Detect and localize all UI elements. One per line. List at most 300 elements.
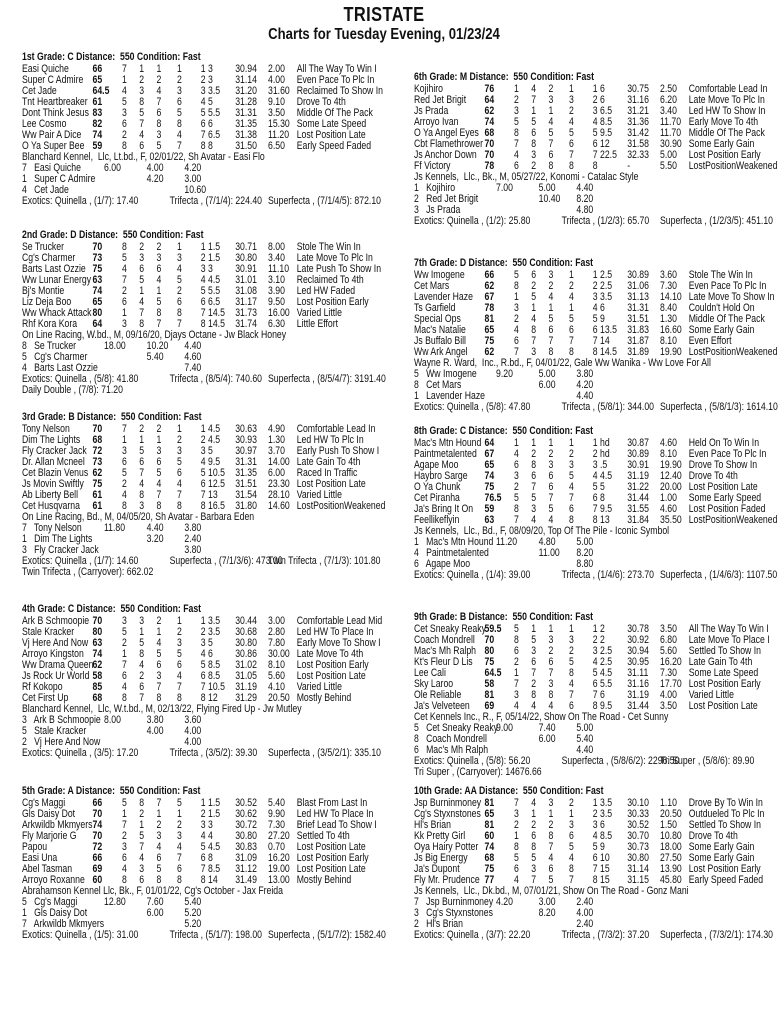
entry-cell: 30.80 xyxy=(235,830,257,842)
entry-cell: 31.51 xyxy=(627,313,649,325)
entry-cell: 3 xyxy=(122,107,127,119)
entry-cell: 75 xyxy=(484,863,495,875)
entry-cell: 7 xyxy=(568,149,574,161)
entry-cell: Oya Hairy Potter xyxy=(414,841,479,853)
entry-cell: 9.90 xyxy=(268,808,285,820)
entry-cell: 81 xyxy=(484,797,495,809)
entry-cell: 3 xyxy=(139,615,145,627)
entry-cell: 5 xyxy=(514,116,519,128)
entry-cell: 5 xyxy=(531,634,537,646)
entry-cell: 1 hd xyxy=(592,437,610,449)
entry-cell: 70 xyxy=(92,423,103,435)
exotics-row xyxy=(22,373,386,385)
entry-cell: 1 xyxy=(531,302,537,314)
entry-cell: 3 6.5 xyxy=(592,105,613,117)
entry-cell: 31.51 xyxy=(235,478,257,490)
exotic-payout: Trifecta , (7/3/2): 37.20 xyxy=(561,929,650,941)
entry-cell: Easi Una xyxy=(22,852,58,864)
entry-cell: 5.60 xyxy=(268,670,285,682)
entry-cell: 4 xyxy=(156,478,162,490)
entry-cell: 7 14 xyxy=(592,335,610,347)
entry-cell: 1 xyxy=(514,830,519,842)
entry-cell: 14.00 xyxy=(268,456,290,468)
entry-cell: 2 xyxy=(548,83,554,95)
entry-cell: 3 xyxy=(531,645,537,657)
entry-cell: Some Early Gain xyxy=(688,324,755,336)
payout-cell: 11.20 xyxy=(496,536,518,548)
entry-cell: 30.94 xyxy=(627,645,649,657)
entry-cell: 63 xyxy=(484,514,495,526)
entry-cell: 30.93 xyxy=(235,434,257,446)
entry-cell: 5.50 xyxy=(660,160,677,172)
entry-cell: 1.30 xyxy=(660,313,677,325)
entry-cell: 1 xyxy=(531,437,537,449)
entry-cell: 5 xyxy=(139,637,145,649)
entry-cell: 1 xyxy=(139,819,145,831)
entry-cell: 4 xyxy=(122,263,127,275)
entry-cell: 30.52 xyxy=(627,819,649,831)
entry-cell: 5 10.5 xyxy=(200,467,225,479)
entry-cell: 6 xyxy=(176,296,182,308)
entry-cell: 62 xyxy=(484,280,495,292)
entry-cell: 7 8.5 xyxy=(200,863,221,875)
entry-cell: 31.19 xyxy=(235,681,257,693)
payout-cell: 4.40 xyxy=(576,744,594,756)
entry-cell: Blast From Last In xyxy=(296,797,368,809)
entry-cell: 1 xyxy=(176,241,182,253)
entry-cell: 5 xyxy=(176,107,182,119)
entry-cell: Lost Position Early xyxy=(688,678,761,690)
entry-cell: 74 xyxy=(92,648,103,660)
entry-cell: 30.91 xyxy=(235,263,257,275)
entry-cell: 3.70 xyxy=(268,445,285,457)
entry-cell: Ww Imogene xyxy=(414,269,465,281)
entry-cell: 70 xyxy=(92,830,103,842)
entry-cell: Special Ops xyxy=(414,313,461,325)
payout-cell: 7.60 xyxy=(146,896,164,908)
entry-cell: Late Push To Show In xyxy=(296,263,382,275)
entry-cell: 5 xyxy=(176,456,182,468)
payout-cell: 9.00 xyxy=(496,722,513,734)
entry-cell: 3 xyxy=(514,689,519,701)
entry-cell: Lost Position Late xyxy=(296,863,366,875)
entry-cell: 3 xyxy=(568,94,574,106)
entry-cell: 4 xyxy=(548,852,554,864)
payout-cell: 4.40 xyxy=(576,182,594,194)
entry-cell: 2 xyxy=(568,448,574,460)
entry-cell: 6 xyxy=(514,459,519,471)
exotic-payout: Exotics: Quinella , (3/7): 22.20 xyxy=(414,929,531,941)
entry-cell: 7 xyxy=(531,481,537,493)
entry-cell: 31.49 xyxy=(235,874,257,886)
entry-cell: 2 hd xyxy=(592,448,610,460)
entry-cell: 7 13 xyxy=(200,489,218,501)
entry-cell: Arroyo Ivan xyxy=(414,116,459,128)
entry-cell: Some Early Speed xyxy=(688,492,762,504)
entry-cell: LostPositionWeakened xyxy=(296,500,386,512)
entry-cell: 8 14 xyxy=(200,874,218,886)
entry-cell: 3 3 xyxy=(200,263,213,275)
entry-cell: 3.50 xyxy=(268,107,285,119)
entry-cell: Reclaimed To 4th xyxy=(296,274,364,286)
entry-cell: 3 xyxy=(531,149,537,161)
entry-cell: 5 9 xyxy=(592,313,605,325)
entry-cell: Middle Of The Pack xyxy=(688,127,765,139)
entry-cell: Js Prada xyxy=(414,105,449,117)
entry-cell: 6 xyxy=(156,659,162,671)
entry-cell: 2 xyxy=(122,830,127,842)
entry-cell: 3 xyxy=(156,252,162,264)
entry-cell: 69 xyxy=(92,863,103,875)
entry-cell: 1 3.5 xyxy=(200,615,221,627)
entry-cell: 4 8.5 xyxy=(592,116,613,128)
entry-cell: 3 xyxy=(548,634,554,646)
entry-cell: Lost Position Early xyxy=(296,852,369,864)
entry-cell: 5 xyxy=(156,296,162,308)
entry-cell: 1 xyxy=(548,623,554,635)
entry-cell: 1 1.5 xyxy=(200,797,221,809)
payout-cell: 18.00 xyxy=(104,340,126,352)
payout-cell: 7.00 xyxy=(496,182,513,194)
entry-cell: 6 xyxy=(514,335,519,347)
entry-cell: 7 xyxy=(568,335,574,347)
entry-cell: 5 xyxy=(122,96,127,108)
entry-cell: 5 xyxy=(568,470,574,482)
entry-cell: 72 xyxy=(92,841,103,853)
entry-cell: 6 xyxy=(139,140,145,152)
entry-cell: 30.33 xyxy=(627,808,649,820)
entry-cell: 8.10 xyxy=(660,335,677,347)
winner-info: Blanchard Kennel, Llc, Lt.bd., F, 02/01/22, Sh Avatar - Easi Flo xyxy=(22,151,265,163)
entry-cell: 6 xyxy=(156,456,162,468)
entry-cell: 1 xyxy=(139,626,145,638)
entry-cell: 3 xyxy=(139,252,145,264)
entry-cell: 6 12 xyxy=(592,138,610,150)
entry-cell: 5 4.5 xyxy=(592,667,613,679)
entry-cell: 4 xyxy=(568,678,574,690)
entry-cell: 27.50 xyxy=(660,852,682,864)
entry-cell: 8 15 xyxy=(592,874,610,886)
entry-cell: Kojihiro xyxy=(414,83,443,95)
entry-cell: 6 xyxy=(548,470,554,482)
entry-cell: 4 xyxy=(156,637,162,649)
entry-cell: 4 xyxy=(548,700,554,712)
entry-cell: 8 xyxy=(531,689,537,701)
entry-cell: 4 xyxy=(122,863,127,875)
entry-cell: 59 xyxy=(92,140,103,152)
entry-cell: 2.80 xyxy=(268,626,285,638)
entry-cell: 8 xyxy=(568,863,574,875)
entry-cell: 7 xyxy=(156,489,162,501)
entry-cell: 70 xyxy=(484,149,495,161)
entry-cell: 5 xyxy=(568,313,574,325)
entry-cell: 3 xyxy=(176,830,182,842)
entry-cell: 2 xyxy=(156,241,162,253)
entry-cell: 1 xyxy=(568,437,574,449)
entry-cell: 82 xyxy=(92,118,103,130)
entry-cell: 17.70 xyxy=(660,678,682,690)
entry-cell: 1 xyxy=(139,63,145,75)
entry-cell: 80 xyxy=(484,645,495,657)
entry-cell: 4 xyxy=(514,149,519,161)
entry-cell: 31.19 xyxy=(627,689,649,701)
entry-cell: Stale Kracker xyxy=(22,626,75,638)
entry-cell: 7 xyxy=(514,678,519,690)
entry-cell: 5 5 xyxy=(592,481,605,493)
entry-cell: 65 xyxy=(92,296,103,308)
entry-cell: 3 xyxy=(156,670,162,682)
entry-cell: 4 xyxy=(156,841,162,853)
entry-cell: 2 6 xyxy=(592,94,605,106)
entry-cell: 5 xyxy=(139,107,145,119)
entry-cell: 2 xyxy=(156,74,162,86)
payout-cell: 4.20 xyxy=(146,173,164,185)
entry-cell: 68 xyxy=(92,692,103,704)
entry-cell: 14.10 xyxy=(660,291,682,303)
entry-cell: 31.54 xyxy=(235,489,257,501)
entry-cell: Lost Position Early xyxy=(688,863,761,875)
entry-cell: 4 xyxy=(514,700,519,712)
entry-cell: 3 xyxy=(122,615,127,627)
entry-cell: 62 xyxy=(92,467,103,479)
entry-cell: All The Way To Win I xyxy=(296,63,377,75)
entry-cell: Varied Little xyxy=(688,689,734,701)
entry-cell: 2 xyxy=(122,637,127,649)
entry-cell: 69 xyxy=(484,700,495,712)
entry-cell: 2 xyxy=(139,808,145,820)
entry-cell: 16.20 xyxy=(268,852,290,864)
payout-cell: 4.40 xyxy=(184,340,202,352)
payout-cell: 7 Easi Quiche xyxy=(22,162,81,174)
entry-cell: 2 4.5 xyxy=(200,434,221,446)
entry-cell: 11.20 xyxy=(268,129,290,141)
entry-cell: 5 xyxy=(122,797,127,809)
payout-cell: 8.20 xyxy=(576,547,594,559)
entry-cell: 3 xyxy=(548,797,554,809)
entry-cell: 28.10 xyxy=(268,489,290,501)
entry-cell: 6 xyxy=(176,659,182,671)
entry-cell: 3 xyxy=(514,105,519,117)
entry-cell: 13.00 xyxy=(268,874,290,886)
entry-cell: 7 xyxy=(531,874,537,886)
entry-cell: 3 xyxy=(548,678,554,690)
winner-info: Js Kennels, Llc., Bk., M, 05/27/22, Konomi - Catalac Style xyxy=(414,171,639,183)
payout-cell: 4.20 xyxy=(576,379,594,391)
entry-cell: 1 xyxy=(122,648,127,660)
entry-cell: 8 xyxy=(122,140,127,152)
entry-cell: 7 xyxy=(139,118,145,130)
payout-cell: 3 Ark B Schmoopie xyxy=(22,714,101,726)
entry-cell: Little Effort xyxy=(296,318,339,330)
entry-cell: 8 xyxy=(156,500,162,512)
exotic-payout: Superfecta , (5/8/6/2): 2296.50 xyxy=(561,755,680,767)
entry-cell: Ts Garfield xyxy=(414,302,456,314)
payout-cell: 6.00 xyxy=(146,907,164,919)
entry-cell: Lee Cosmo xyxy=(22,118,67,130)
entry-cell: 2 xyxy=(176,626,182,638)
entry-cell: 6 xyxy=(156,263,162,275)
entry-cell: 4.60 xyxy=(660,437,677,449)
entry-cell: 83 xyxy=(92,107,103,119)
entry-cell: 20.00 xyxy=(660,481,682,493)
entry-cell: 1 xyxy=(176,808,182,820)
entry-cell: 5 xyxy=(176,648,182,660)
entry-cell: 2 xyxy=(514,481,519,493)
entry-cell: 5 xyxy=(514,852,519,864)
entry-cell: 8 xyxy=(514,634,519,646)
entry-cell: 30.10 xyxy=(627,797,649,809)
payout-cell: 2.40 xyxy=(184,533,202,545)
entry-cell: 8 14.5 xyxy=(592,346,617,358)
entry-cell: 3.40 xyxy=(660,105,677,117)
payout-cell: 5.00 xyxy=(538,182,556,194)
race-title: 4th Grade: C Distance: 550 Condition: Fast xyxy=(22,603,202,615)
entry-cell: 30.75 xyxy=(627,83,649,95)
entry-cell: 8 xyxy=(514,280,519,292)
entry-cell: 31.83 xyxy=(627,324,649,336)
payout-cell: 7 Arkwildb Mkmyers xyxy=(22,918,105,930)
entry-cell: 2 xyxy=(176,819,182,831)
entry-cell: 75 xyxy=(92,263,103,275)
entry-cell: 2 3.5 xyxy=(200,626,221,638)
entry-cell: 2 1.5 xyxy=(200,252,221,264)
entry-cell: Ja's Velveteen xyxy=(414,700,470,712)
entry-cell: 1 3 xyxy=(200,63,213,75)
entry-cell: 6 xyxy=(176,96,182,108)
entry-cell: Settled To Show In xyxy=(688,819,761,831)
race-title: 9th Grade: B Distance: 550 Condition: Fast xyxy=(414,611,594,623)
entry-cell: Led HW Faded xyxy=(296,285,356,297)
entry-cell: 2 xyxy=(568,105,574,117)
entry-cell: Mac's Mh Ralph xyxy=(414,645,477,657)
entry-cell: 7.80 xyxy=(268,637,285,649)
entry-cell: 8 xyxy=(139,797,145,809)
entry-cell: 4 xyxy=(568,481,574,493)
entry-cell: 80 xyxy=(92,307,103,319)
race-chart xyxy=(22,229,386,396)
entry-cell: 2 2 xyxy=(592,634,605,646)
entry-cell: 3.10 xyxy=(268,274,285,286)
entry-cell: 5 5.5 xyxy=(200,285,221,297)
entry-cell: 66 xyxy=(92,852,103,864)
entry-cell: 2 xyxy=(531,280,537,292)
entry-cell: 4 xyxy=(531,83,537,95)
exotic-payout: Exotics: Quinella , (5/8): 47.80 xyxy=(414,401,531,413)
entry-cell: 8 xyxy=(176,874,182,886)
entry-cell: 5 xyxy=(122,252,127,264)
entry-cell: 11.70 xyxy=(660,116,682,128)
entry-cell: Ja's Dupont xyxy=(414,863,460,875)
entry-cell: 64 xyxy=(484,94,495,106)
entry-cell: 5 xyxy=(548,874,554,886)
entry-cell: 74 xyxy=(484,470,495,482)
entry-cell: 4.00 xyxy=(268,74,285,86)
entry-cell: Cet Blazin Venus xyxy=(22,467,89,479)
entry-cell: 8.00 xyxy=(268,241,285,253)
entry-cell: 5 xyxy=(122,467,127,479)
entry-cell: 31.42 xyxy=(627,127,649,139)
payout-cell: 4.80 xyxy=(538,536,556,548)
entry-cell: 7 xyxy=(568,689,574,701)
race-chart xyxy=(22,785,386,941)
entry-row xyxy=(414,160,778,172)
entry-cell: 6 8 xyxy=(200,852,213,864)
entry-cell: 6 xyxy=(531,656,537,668)
payout-cell: 5.00 xyxy=(538,368,556,380)
entry-cell: Varied Little xyxy=(296,489,342,501)
entry-cell: 30.71 xyxy=(235,241,257,253)
winner-info: Js Kennels, Llc., Bd., F, 08/09/20, Top Of The Pile - Iconic Symbol xyxy=(414,525,670,537)
entry-cell: 8 xyxy=(592,160,598,172)
entry-cell: 4 xyxy=(122,85,127,97)
entry-cell: 6 xyxy=(176,863,182,875)
entry-cell: 5 xyxy=(514,269,519,281)
entry-cell: 30.78 xyxy=(627,623,649,635)
entry-cell: O Ya Chunk xyxy=(414,481,461,493)
winner-info: Wayne R. Ward, Inc., R.bd., F, 04/01/22, Gale Ww Wanika - Ww Love For All xyxy=(414,357,711,369)
entry-cell: 61 xyxy=(92,500,103,512)
entry-cell: 2 xyxy=(548,448,554,460)
entry-cell: 4 xyxy=(514,324,519,336)
entry-cell: 65 xyxy=(484,324,495,336)
entry-cell: 74 xyxy=(92,285,103,297)
race-title: 5th Grade: A Distance: 550 Condition: Fast xyxy=(22,785,201,797)
entry-cell: 62 xyxy=(92,659,103,671)
entry-cell: Super C Admire xyxy=(22,74,84,86)
entry-cell: 6.00 xyxy=(268,467,285,479)
entry-cell: Even Pace To Plc In xyxy=(688,448,767,460)
entry-cell: 3 xyxy=(531,863,537,875)
entry-cell: 10.80 xyxy=(660,830,682,842)
entry-cell: 61 xyxy=(92,96,103,108)
entry-cell: 1 xyxy=(531,623,537,635)
entry-cell: Tnt Heartbreaker xyxy=(22,96,88,108)
entry-cell: 4 xyxy=(531,514,537,526)
entry-cell: 8 xyxy=(531,841,537,853)
race-chart xyxy=(22,51,383,207)
entry-cell: 3 xyxy=(514,302,519,314)
entry-cell: 6 xyxy=(531,269,537,281)
entry-cell: 4 xyxy=(531,313,537,325)
entry-cell: Middle Of The Pack xyxy=(296,107,373,119)
entry-cell: Even Pace To Plc In xyxy=(688,280,767,292)
entry-cell: 9.10 xyxy=(268,96,285,108)
exotic-payout: Trifecta , (5/8/1): 344.00 xyxy=(561,401,654,413)
entry-cell: 1 xyxy=(568,302,574,314)
entry-cell: 3 xyxy=(156,445,162,457)
entry-cell: 66 xyxy=(92,63,103,75)
entry-cell: 31.08 xyxy=(235,285,257,297)
payout-cell: 8.00 xyxy=(104,714,121,726)
entry-cell: 1 xyxy=(176,63,182,75)
entry-cell: 1 xyxy=(139,285,145,297)
entry-cell: 7 xyxy=(531,335,537,347)
entry-cell: Early Move To Show I xyxy=(296,637,381,649)
entry-cell: 3 xyxy=(568,819,574,831)
entry-cell: Drove To 4th xyxy=(688,470,738,482)
entry-cell: 31.80 xyxy=(235,500,257,512)
entry-cell: 1 xyxy=(156,808,162,820)
race-title: 7th Grade: D Distance: 550 Condition: Fast xyxy=(414,257,594,269)
entry-cell: 7 xyxy=(122,659,127,671)
entry-cell: 1 3.5 xyxy=(592,797,613,809)
entry-cell: 30.70 xyxy=(627,830,649,842)
entry-cell: 6 xyxy=(139,456,145,468)
entry-cell: 74 xyxy=(92,129,103,141)
entry-cell: Js Rock Ur World xyxy=(22,670,90,682)
entry-cell: 8.10 xyxy=(660,448,677,460)
exotic-payout: Exotics: Quinella , (1/2): 25.80 xyxy=(414,215,531,227)
